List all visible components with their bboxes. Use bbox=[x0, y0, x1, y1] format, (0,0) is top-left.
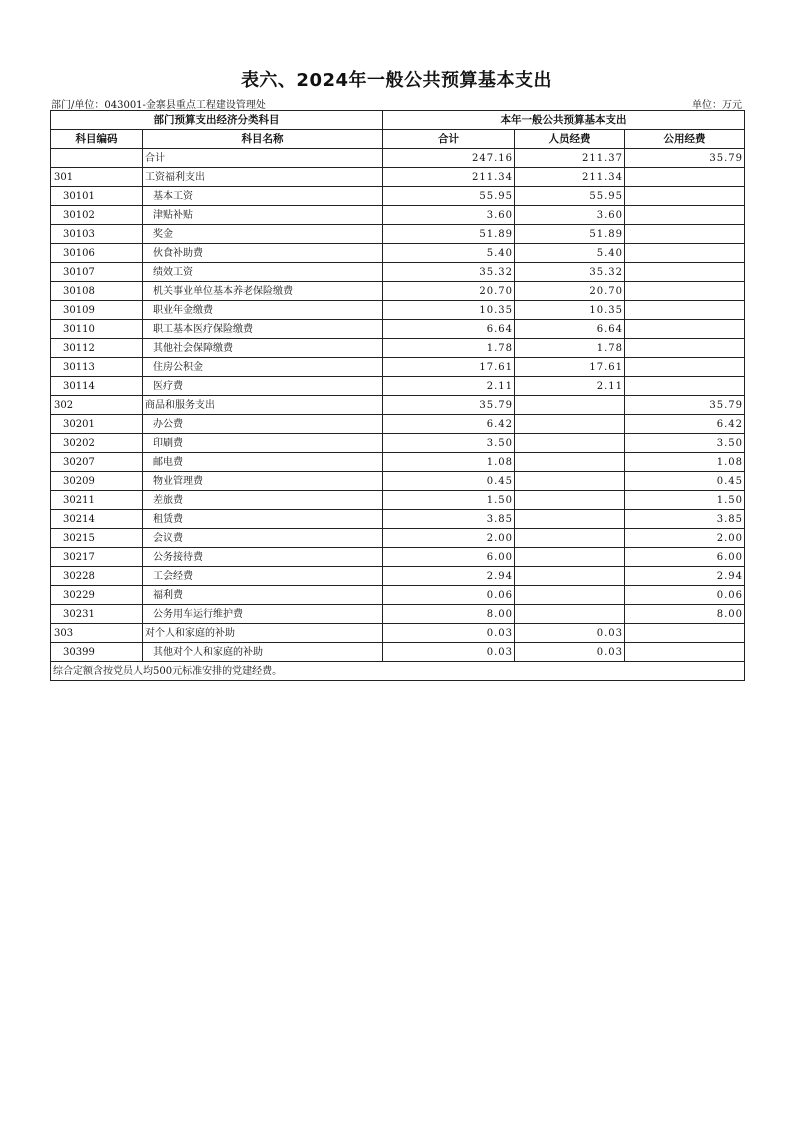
row-personnel: 10.35 bbox=[515, 301, 625, 320]
row-code: 30108 bbox=[51, 282, 143, 301]
row-name: 工会经费 bbox=[143, 567, 383, 586]
row-name: 邮电费 bbox=[143, 453, 383, 472]
row-public bbox=[625, 263, 745, 282]
row-public: 2.94 bbox=[625, 567, 745, 586]
row-total: 2.11 bbox=[383, 377, 515, 396]
table-row bbox=[51, 206, 745, 225]
row-total: 6.00 bbox=[383, 548, 515, 567]
row-public bbox=[625, 206, 745, 225]
row-name: 公务用车运行维护费 bbox=[143, 605, 383, 624]
row-public: 35.79 bbox=[625, 149, 745, 168]
row-name: 合计 bbox=[143, 149, 383, 168]
row-total: 17.61 bbox=[383, 358, 515, 377]
row-name: 津贴补贴 bbox=[143, 206, 383, 225]
row-name: 工资福利支出 bbox=[143, 168, 383, 187]
row-total: 6.64 bbox=[383, 320, 515, 339]
row-code: 30209 bbox=[51, 472, 143, 491]
row-total: 8.00 bbox=[383, 605, 515, 624]
row-code: 30110 bbox=[51, 320, 143, 339]
row-public: 3.85 bbox=[625, 510, 745, 529]
row-personnel: 55.95 bbox=[515, 187, 625, 206]
table-row bbox=[51, 301, 745, 320]
table-row bbox=[51, 491, 745, 510]
table-row bbox=[51, 643, 745, 662]
row-total: 3.50 bbox=[383, 434, 515, 453]
row-total: 1.50 bbox=[383, 491, 515, 510]
row-personnel bbox=[515, 453, 625, 472]
row-total: 10.35 bbox=[383, 301, 515, 320]
table-row bbox=[51, 168, 745, 187]
table-row bbox=[51, 434, 745, 453]
row-name: 住房公积金 bbox=[143, 358, 383, 377]
row-name: 差旅费 bbox=[143, 491, 383, 510]
row-name: 基本工资 bbox=[143, 187, 383, 206]
table-row bbox=[51, 567, 745, 586]
table-row bbox=[51, 225, 745, 244]
table-row bbox=[51, 605, 745, 624]
row-name: 福利费 bbox=[143, 586, 383, 605]
table-row bbox=[51, 377, 745, 396]
row-name: 绩效工资 bbox=[143, 263, 383, 282]
row-personnel bbox=[515, 510, 625, 529]
row-public: 1.50 bbox=[625, 491, 745, 510]
header-code: 科目编码 bbox=[51, 130, 143, 149]
row-total: 51.89 bbox=[383, 225, 515, 244]
row-personnel: 5.40 bbox=[515, 244, 625, 263]
row-personnel: 1.78 bbox=[515, 339, 625, 358]
row-personnel: 20.70 bbox=[515, 282, 625, 301]
row-name: 会议费 bbox=[143, 529, 383, 548]
row-name: 伙食补助费 bbox=[143, 244, 383, 263]
row-code: 30207 bbox=[51, 453, 143, 472]
unit-label: 单位：万元 bbox=[692, 100, 742, 111]
row-code: 30217 bbox=[51, 548, 143, 567]
row-total: 211.34 bbox=[383, 168, 515, 187]
row-total: 20.70 bbox=[383, 282, 515, 301]
row-total: 35.32 bbox=[383, 263, 515, 282]
row-code: 30201 bbox=[51, 415, 143, 434]
row-personnel: 6.64 bbox=[515, 320, 625, 339]
row-name: 对个人和家庭的补助 bbox=[143, 624, 383, 643]
row-name: 职工基本医疗保险缴费 bbox=[143, 320, 383, 339]
row-name: 职业年金缴费 bbox=[143, 301, 383, 320]
row-public bbox=[625, 358, 745, 377]
row-total: 2.94 bbox=[383, 567, 515, 586]
row-personnel bbox=[515, 586, 625, 605]
row-total: 247.16 bbox=[383, 149, 515, 168]
table-row bbox=[51, 244, 745, 263]
row-code: 30215 bbox=[51, 529, 143, 548]
row-total: 0.45 bbox=[383, 472, 515, 491]
table-row bbox=[51, 263, 745, 282]
row-name: 公务接待费 bbox=[143, 548, 383, 567]
row-code: 301 bbox=[51, 168, 143, 187]
row-public bbox=[625, 301, 745, 320]
row-public: 8.00 bbox=[625, 605, 745, 624]
row-code: 30214 bbox=[51, 510, 143, 529]
row-personnel bbox=[515, 605, 625, 624]
row-total: 0.03 bbox=[383, 624, 515, 643]
row-personnel: 211.37 bbox=[515, 149, 625, 168]
row-total: 1.78 bbox=[383, 339, 515, 358]
row-code: 30229 bbox=[51, 586, 143, 605]
row-personnel: 51.89 bbox=[515, 225, 625, 244]
row-code bbox=[51, 149, 143, 168]
row-name: 办公费 bbox=[143, 415, 383, 434]
row-public: 0.06 bbox=[625, 586, 745, 605]
row-code: 30112 bbox=[51, 339, 143, 358]
row-public: 2.00 bbox=[625, 529, 745, 548]
header-group-classification: 部门预算支出经济分类科目 bbox=[51, 111, 383, 130]
row-public bbox=[625, 244, 745, 263]
row-total: 0.06 bbox=[383, 586, 515, 605]
row-name: 租赁费 bbox=[143, 510, 383, 529]
row-code: 30114 bbox=[51, 377, 143, 396]
row-name: 印刷费 bbox=[143, 434, 383, 453]
table-row bbox=[51, 624, 745, 643]
row-total: 3.60 bbox=[383, 206, 515, 225]
row-total: 1.08 bbox=[383, 453, 515, 472]
table-row bbox=[51, 548, 745, 567]
row-code: 303 bbox=[51, 624, 143, 643]
row-public bbox=[625, 225, 745, 244]
row-total: 2.00 bbox=[383, 529, 515, 548]
row-code: 30102 bbox=[51, 206, 143, 225]
row-public: 0.45 bbox=[625, 472, 745, 491]
row-code: 30101 bbox=[51, 187, 143, 206]
row-personnel bbox=[515, 529, 625, 548]
row-name: 其他社会保障缴费 bbox=[143, 339, 383, 358]
row-total: 5.40 bbox=[383, 244, 515, 263]
header-name: 科目名称 bbox=[143, 130, 383, 149]
row-total: 35.79 bbox=[383, 396, 515, 415]
footnote: 综合定额含按党员人均500元标准安排的党建经费。 bbox=[51, 662, 745, 681]
row-personnel bbox=[515, 491, 625, 510]
row-public bbox=[625, 377, 745, 396]
table-row bbox=[51, 529, 745, 548]
row-personnel: 211.34 bbox=[515, 168, 625, 187]
table-row bbox=[51, 415, 745, 434]
row-code: 302 bbox=[51, 396, 143, 415]
row-code: 30211 bbox=[51, 491, 143, 510]
row-name: 机关事业单位基本养老保险缴费 bbox=[143, 282, 383, 301]
row-public bbox=[625, 187, 745, 206]
row-code: 30113 bbox=[51, 358, 143, 377]
row-personnel bbox=[515, 396, 625, 415]
table-row bbox=[51, 510, 745, 529]
table-row bbox=[51, 586, 745, 605]
row-code: 30109 bbox=[51, 301, 143, 320]
row-public bbox=[625, 643, 745, 662]
row-code: 30399 bbox=[51, 643, 143, 662]
header-group-expenditure: 本年一般公共预算基本支出 bbox=[383, 111, 745, 130]
row-personnel bbox=[515, 415, 625, 434]
row-public bbox=[625, 624, 745, 643]
row-total: 3.85 bbox=[383, 510, 515, 529]
row-public: 3.50 bbox=[625, 434, 745, 453]
row-personnel: 3.60 bbox=[515, 206, 625, 225]
row-code: 30228 bbox=[51, 567, 143, 586]
row-personnel bbox=[515, 567, 625, 586]
header-public: 公用经费 bbox=[625, 130, 745, 149]
row-name: 其他对个人和家庭的补助 bbox=[143, 643, 383, 662]
row-personnel: 17.61 bbox=[515, 358, 625, 377]
row-personnel: 0.03 bbox=[515, 643, 625, 662]
table-row bbox=[51, 339, 745, 358]
table-row bbox=[51, 396, 745, 415]
table-body bbox=[51, 149, 745, 662]
row-public bbox=[625, 320, 745, 339]
header-total: 合计 bbox=[383, 130, 515, 149]
table-row bbox=[51, 282, 745, 301]
row-public bbox=[625, 168, 745, 187]
row-public: 1.08 bbox=[625, 453, 745, 472]
row-total: 55.95 bbox=[383, 187, 515, 206]
row-personnel bbox=[515, 548, 625, 567]
row-name: 奖金 bbox=[143, 225, 383, 244]
row-name: 商品和服务支出 bbox=[143, 396, 383, 415]
row-personnel bbox=[515, 434, 625, 453]
row-total: 6.42 bbox=[383, 415, 515, 434]
row-personnel: 35.32 bbox=[515, 263, 625, 282]
row-code: 30202 bbox=[51, 434, 143, 453]
row-public: 35.79 bbox=[625, 396, 745, 415]
table-row bbox=[51, 187, 745, 206]
table-row bbox=[51, 453, 745, 472]
row-public: 6.00 bbox=[625, 548, 745, 567]
row-public bbox=[625, 282, 745, 301]
table-row bbox=[51, 472, 745, 491]
budget-table bbox=[50, 110, 745, 681]
page-title: 表六、2024年一般公共预算基本支出 bbox=[240, 70, 553, 91]
row-personnel bbox=[515, 472, 625, 491]
row-total: 0.03 bbox=[383, 643, 515, 662]
row-code: 30106 bbox=[51, 244, 143, 263]
table-row bbox=[51, 320, 745, 339]
row-public: 6.42 bbox=[625, 415, 745, 434]
row-code: 30231 bbox=[51, 605, 143, 624]
row-public bbox=[625, 339, 745, 358]
row-name: 医疗费 bbox=[143, 377, 383, 396]
row-code: 30103 bbox=[51, 225, 143, 244]
row-code: 30107 bbox=[51, 263, 143, 282]
header-personnel: 人员经费 bbox=[515, 130, 625, 149]
table-row bbox=[51, 358, 745, 377]
row-personnel: 0.03 bbox=[515, 624, 625, 643]
row-personnel: 2.11 bbox=[515, 377, 625, 396]
row-name: 物业管理费 bbox=[143, 472, 383, 491]
table-row bbox=[51, 149, 745, 168]
department-label: 部门/单位：043001-金寨县重点工程建设管理处 bbox=[51, 100, 266, 111]
